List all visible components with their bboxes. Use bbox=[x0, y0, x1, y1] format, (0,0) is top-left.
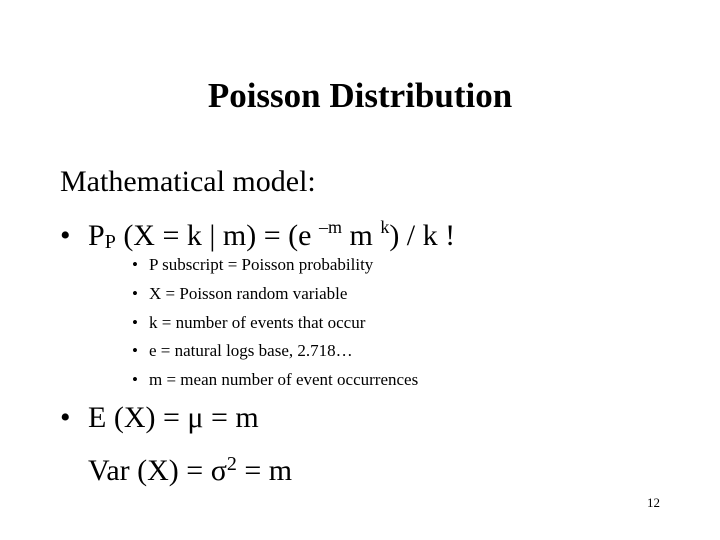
bullet-icon: • bbox=[132, 341, 138, 361]
variance-exponent: 2 bbox=[226, 453, 237, 475]
formula-lhs: (X = k | m) = (e bbox=[115, 219, 319, 252]
definition-text: m = mean number of event occurrences bbox=[149, 370, 419, 390]
mean-line bbox=[60, 400, 259, 436]
definition-item bbox=[132, 309, 418, 338]
intro-text: Mathematical model: bbox=[60, 165, 316, 198]
formula-p-subscript: P bbox=[104, 231, 116, 253]
bullet-icon: • bbox=[132, 312, 138, 332]
definition-text: X = Poisson random variable bbox=[149, 283, 348, 303]
definition-text: P subscript = Poisson probability bbox=[149, 255, 374, 274]
page-number: 12 bbox=[647, 495, 660, 510]
definition-text: k = number of events that occur bbox=[149, 312, 366, 332]
definition-item bbox=[132, 280, 418, 309]
mean-text: E (X) = μ = m bbox=[88, 401, 259, 434]
formula-p: P bbox=[88, 219, 105, 252]
formula-exponent-m: –m bbox=[318, 217, 342, 237]
bullet-icon: • bbox=[132, 370, 138, 390]
definitions-list bbox=[132, 251, 418, 395]
formula-rhs: ) / k ! bbox=[389, 219, 456, 252]
definition-item bbox=[132, 251, 418, 280]
bullet-icon: • bbox=[132, 255, 138, 274]
variance-post: = m bbox=[236, 454, 293, 487]
definition-item bbox=[132, 337, 418, 366]
variance-line bbox=[88, 446, 292, 489]
formula-exponent-k: k bbox=[380, 217, 390, 237]
bullet-icon: • bbox=[60, 401, 71, 434]
bullet-icon: • bbox=[60, 219, 71, 252]
definition-text: e = natural logs base, 2.718… bbox=[149, 341, 353, 361]
definition-item bbox=[132, 366, 418, 395]
slide-title: Poisson Distribution bbox=[207, 76, 513, 115]
variance-pre: Var (X) = σ bbox=[88, 454, 227, 487]
formula-mid: m bbox=[341, 219, 381, 252]
bullet-icon: • bbox=[132, 283, 138, 303]
